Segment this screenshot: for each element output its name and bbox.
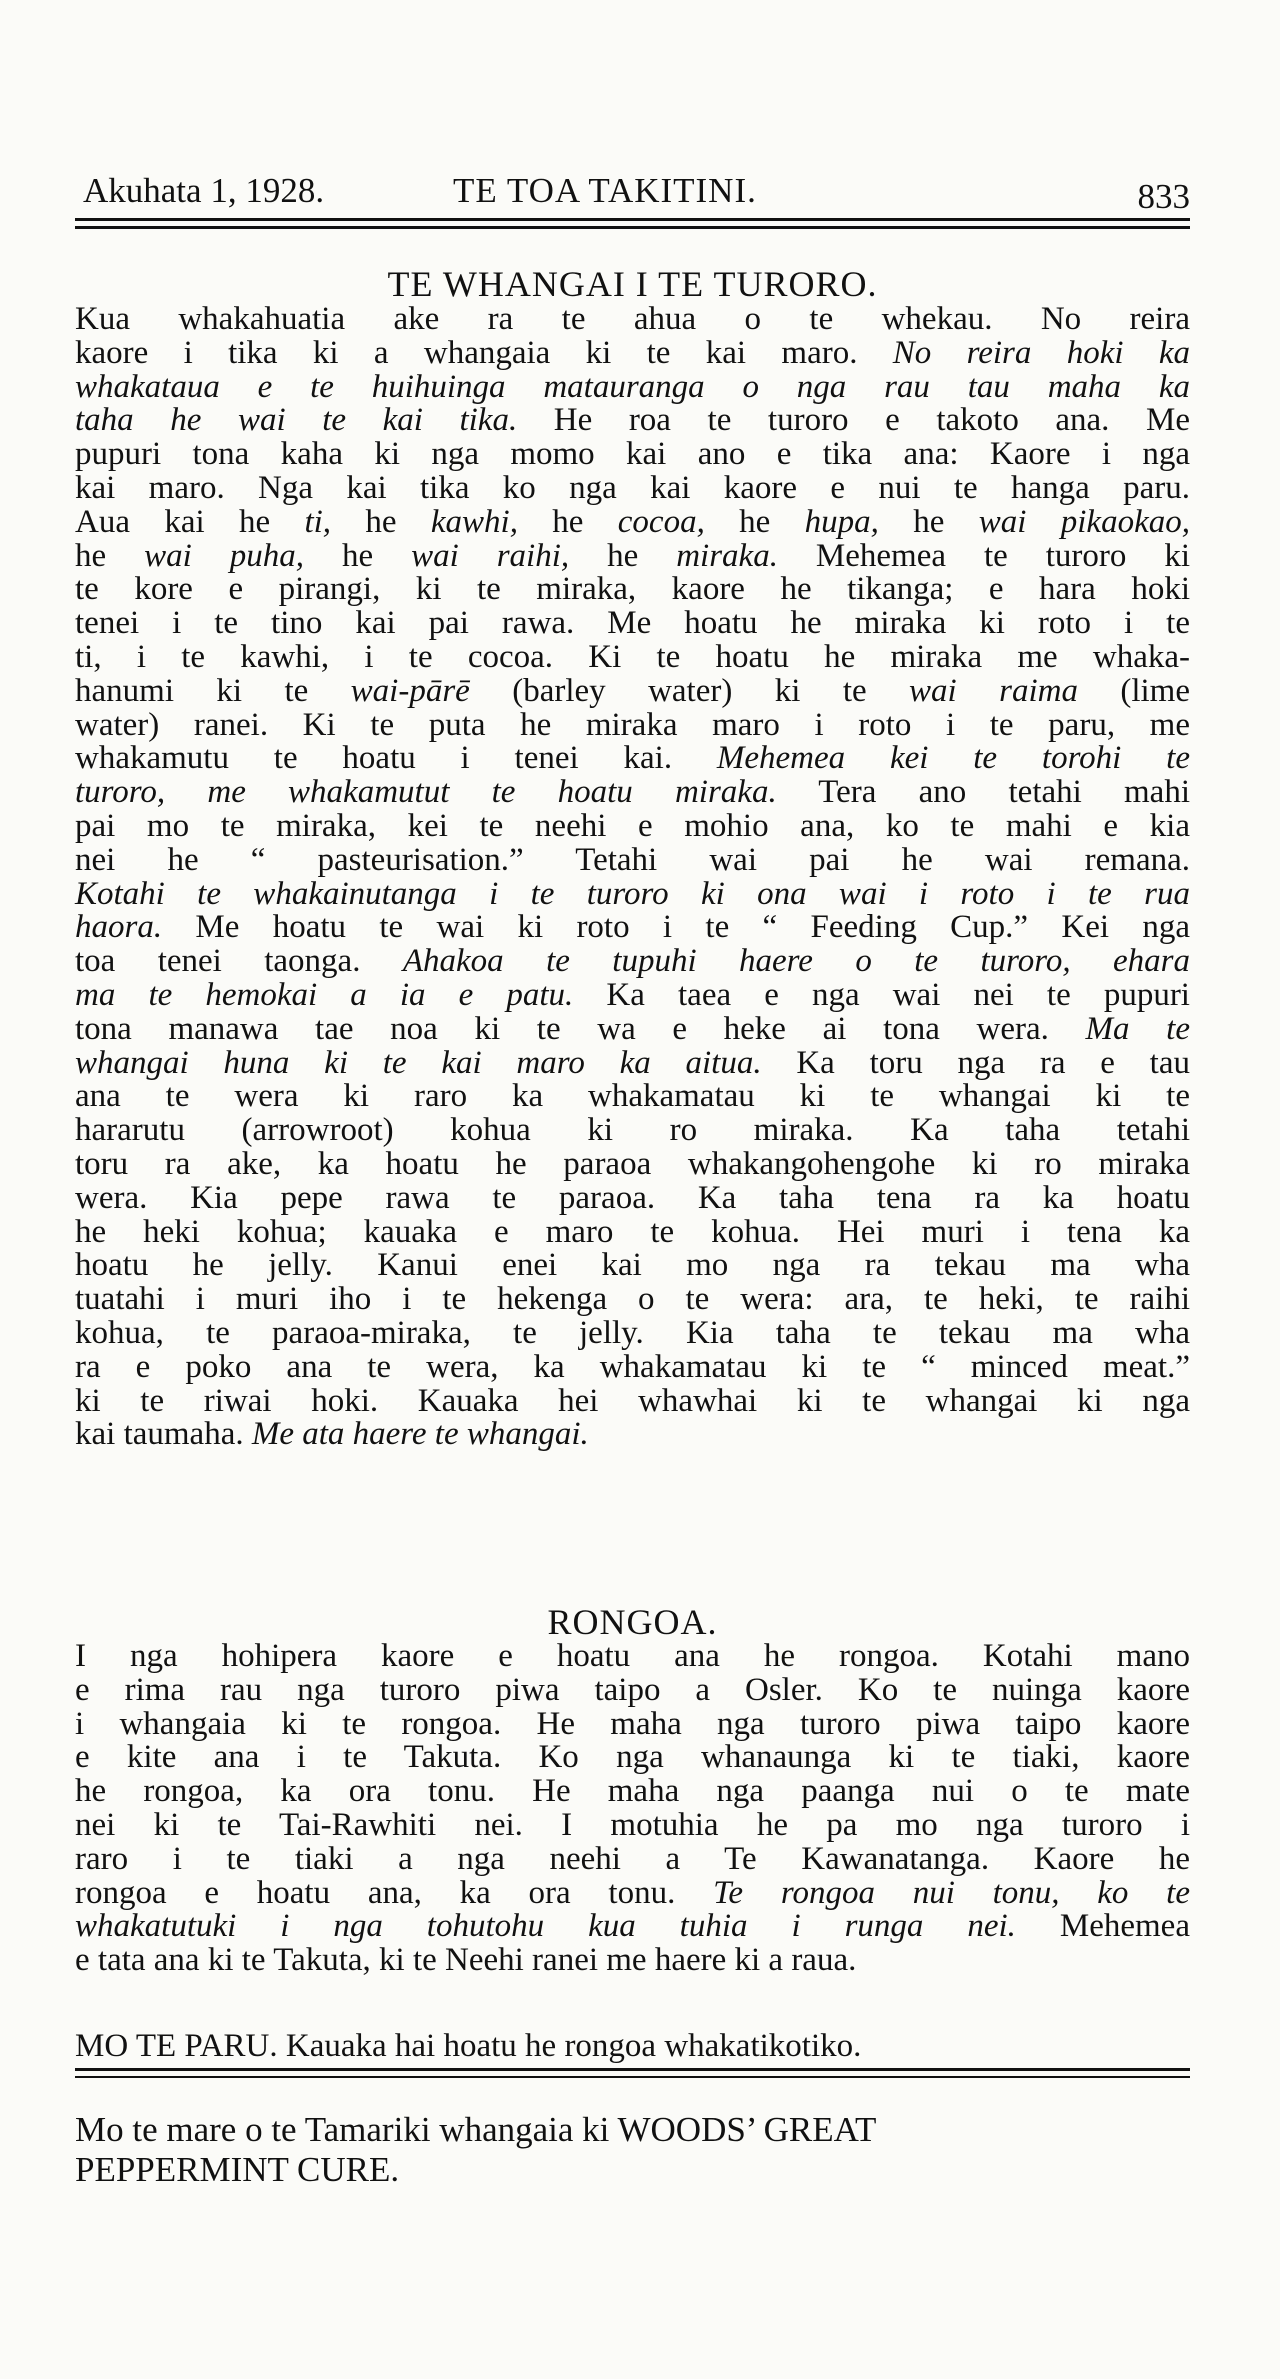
italic-text: ma te hemokai a ia e patu. <box>75 976 574 1013</box>
text-line <box>75 404 1190 438</box>
text-segment: e tata ana ki te Takuta, ki te Neehi ranei me haere ki a raua. <box>75 1942 857 1979</box>
article-title: TE WHANGAI I TE TURORO. <box>387 264 878 304</box>
text-line <box>75 303 1190 337</box>
advertisement <box>75 2110 1190 2190</box>
text-line <box>75 334 1190 371</box>
text-line <box>75 1283 1190 1317</box>
italic-text: whakataua e te huihuinga matauranga o nga rau tau maha ka <box>75 368 1190 405</box>
footer-rule-bottom <box>75 2076 1190 2078</box>
text-line <box>75 672 1190 709</box>
text-segment: tuatahi i muri iho i te hekenga o te wera: ara, te heki, te raihi <box>75 1281 1190 1318</box>
text-segment: He roa te turoro e takoto ana. Me <box>517 402 1190 439</box>
italic-text: turoro, me whakamutut te hoatu miraka. <box>75 774 777 811</box>
text-segment: Me hoatu te wai ki roto i te “ Feeding Cup.” Kei nga <box>162 909 1190 946</box>
text-line <box>75 1348 1190 1385</box>
text-segment: Ka toru nga ra e tau <box>761 1044 1190 1081</box>
text-segment: he rongoa, ka ora tonu. He maha nga paanga nui o te mate <box>75 1773 1190 1810</box>
text-segment: tenei i te tino kai pai rawa. Me hoatu he miraka ki roto i te <box>75 605 1190 642</box>
text-line <box>75 469 1190 506</box>
text-line <box>75 438 1190 472</box>
italic-text: cocoa, <box>617 503 705 540</box>
text-line <box>75 1080 1190 1114</box>
text-segment: tona manawa tae noa ki te wa e heke ai tona wera. <box>75 1010 1086 1047</box>
text-segment: water) ranei. Ki te puta he miraka maro i roto i te paru, me <box>75 706 1190 743</box>
page-number: 833 <box>1137 177 1190 216</box>
text-line <box>75 607 1190 641</box>
text-segment: pupuri tona kaha ki nga momo kai ano e tika ana: Kaore i nga <box>75 436 1190 473</box>
text-segment: hoatu he jelly. Kanui enei kai mo nga ra tekau ma wha <box>75 1247 1190 1284</box>
text-line <box>75 742 1190 776</box>
text-segment: he <box>878 503 979 540</box>
text-segment: e kite ana i te Takuta. Ko nga whanaunga ki te tiaki, kaore <box>75 1739 1190 1776</box>
text-line <box>75 841 1190 878</box>
text-line <box>75 1179 1190 1216</box>
text-line <box>75 1145 1190 1182</box>
text-segment: toru ra ake, ka hoatu he paraoa whakangohengohe ki ro miraka <box>75 1145 1190 1182</box>
rongoa-final-line: MO TE PARU. Kauaka hai hoatu he rongoa whakatikotiko. <box>75 2028 862 2064</box>
text-line <box>75 638 1190 675</box>
text-line <box>75 1840 1190 1877</box>
text-line <box>75 1741 1190 1775</box>
text-segment: I nga hohipera kaore e hoatu ana he rongoa. Kotahi mano <box>75 1638 1190 1674</box>
text-segment: hanumi ki te <box>75 672 351 709</box>
text-segment: he <box>75 537 145 574</box>
italic-text: kawhi, <box>430 503 518 540</box>
text-segment: Kua whakahuatia ake ra te ahua o te whekau. No reira <box>75 301 1190 337</box>
text-line <box>75 1775 1190 1809</box>
italic-text: wai raima <box>909 672 1078 709</box>
text-line <box>75 1910 1190 1944</box>
text-segment: ana te wera ki raro ka whakamatau ki te whangai ki te <box>75 1078 1190 1115</box>
header-rule-bottom <box>75 226 1190 229</box>
text-segment: toa tenei taonga. <box>75 943 403 980</box>
text-line <box>75 1044 1190 1081</box>
text-segment: raro i te tiaki a nga neehi a Te Kawanatanga. Kaore he <box>75 1840 1190 1877</box>
rongoa-title: RONGOA. <box>547 1602 718 1642</box>
rongoa-body <box>75 1640 1190 1978</box>
text-segment: he <box>569 537 677 574</box>
text-line <box>75 1874 1190 1911</box>
italic-text: miraka. <box>676 537 778 574</box>
text-segment: he <box>704 503 805 540</box>
italic-text: ti, <box>304 503 332 540</box>
text-line <box>75 911 1190 945</box>
italic-text: haora. <box>75 909 163 946</box>
text-segment: kai maro. Nga kai tika ko nga kai kaore e nui te hanga paru. <box>75 469 1190 506</box>
text-line <box>75 1249 1190 1283</box>
italic-text: hupa, <box>804 503 879 540</box>
text-line <box>75 1382 1190 1419</box>
text-segment: Tera ano tetahi mahi <box>776 774 1190 811</box>
text-segment: he heki kohua; kauaka e maro te kohua. Hei muri i tena ka <box>75 1213 1190 1250</box>
text-line <box>75 776 1190 810</box>
italic-text: Ahakoa te tupuhi haere o te turoro, ehara <box>402 943 1190 980</box>
text-segment: he <box>517 503 618 540</box>
italic-text: Mehemea kei te torohi te <box>716 740 1190 777</box>
italic-text: whakatutuki i nga tohutohu kua tuhia i runga nei. <box>75 1908 1016 1945</box>
text-segment: Ka taea e nga wai nei te pupuri <box>573 976 1190 1013</box>
text-segment: te kore e pirangi, ki te miraka, kaore he tikanga; e hara hoki <box>75 571 1190 608</box>
text-segment: pai mo te miraka, kei te neehi e mohio ana, ko te mahi e kia <box>75 807 1190 844</box>
italic-text: Te rongoa nui tonu, ko te <box>713 1874 1190 1911</box>
text-segment: kaore i tika ki a whangaia ki te kai maro. <box>75 334 893 371</box>
italic-text: Me ata haere te whangai. <box>251 1416 589 1453</box>
text-line <box>75 1640 1190 1674</box>
text-segment: whakamutu te hoatu i tenei kai. <box>75 740 717 777</box>
text-line <box>75 807 1190 844</box>
advertisement-line: PEPPERMINT CURE. <box>75 2150 400 2189</box>
header-date: Akuhata 1, 1928. <box>83 171 325 210</box>
text-segment: i whangaia ki te rongoa. He maha nga turoro piwa taipo kaore <box>75 1705 1190 1742</box>
italic-text: Kotahi te whakainutanga i te turoro ki ona wai i roto i te rua <box>75 875 1190 912</box>
text-segment: Aua kai he <box>75 503 305 540</box>
advertisement-line: Mo te mare o te Tamariki whangaia ki WOODS’ GREAT <box>75 2110 877 2149</box>
article-body <box>75 303 1190 1452</box>
text-segment: ra e poko ana te wera, ka whakamatau ki te “ minced meat.” <box>75 1348 1190 1385</box>
text-line <box>75 1944 1190 1978</box>
text-line <box>75 1010 1190 1047</box>
text-segment: Mehemea te turoro ki <box>777 537 1191 574</box>
text-segment: nei ki te Tai-Rawhiti nei. I motuhia he pa mo nga turoro i <box>75 1806 1190 1843</box>
text-line <box>75 706 1190 743</box>
text-line <box>75 1671 1190 1708</box>
text-segment: rongoa e hoatu ana, ka ora tonu. <box>75 1874 714 1911</box>
text-line <box>75 1806 1190 1843</box>
header-rule-top <box>75 218 1190 221</box>
text-segment: ti, i te kawhi, i te cocoa. Ki te hoatu he miraka me whaka- <box>75 638 1190 675</box>
text-segment: wera. Kia pepe rawa te paraoa. Ka taha tena ra ka hoatu <box>75 1179 1190 1216</box>
text-segment: kai taumaha. <box>75 1416 252 1453</box>
text-line <box>75 368 1190 405</box>
text-segment: he <box>331 503 431 540</box>
text-segment: kohua, te paraoa-miraka, te jelly. Kia taha te tekau ma wha <box>75 1314 1190 1351</box>
text-line <box>75 976 1190 1013</box>
text-line <box>75 503 1190 540</box>
text-line <box>75 1705 1190 1742</box>
text-line <box>75 875 1190 912</box>
footer-rule-top <box>75 2068 1190 2071</box>
text-segment: Mehemea <box>1015 1908 1190 1945</box>
italic-text: taha he wai te kai tika. <box>75 402 518 439</box>
italic-text: Ma te <box>1085 1010 1190 1047</box>
text-line <box>75 945 1190 979</box>
text-line <box>75 1114 1190 1148</box>
italic-text: wai puha, <box>144 537 304 574</box>
text-line <box>75 537 1191 574</box>
text-segment: hararutu (arrowroot) kohua ki ro miraka. Ka taha tetahi <box>75 1112 1190 1149</box>
text-segment: nei he “ pasteurisation.” Tetahi wai pai he wai remana. <box>75 841 1190 878</box>
header-title: TE TOA TAKITINI. <box>453 171 757 210</box>
italic-text: No reira hoki ka <box>892 334 1190 371</box>
text-line <box>75 1418 1190 1452</box>
italic-text: wai raihi, <box>411 537 570 574</box>
text-segment: (barley water) ki te <box>469 672 910 709</box>
italic-text: wai pikaokao, <box>978 503 1190 540</box>
text-segment: e rima rau nga turoro piwa taipo a Osler. Ko te nuinga kaore <box>75 1671 1190 1708</box>
text-segment: ki te riwai hoki. Kauaka hei whawhai ki te whangai ki nga <box>75 1382 1190 1419</box>
text-segment: (lime <box>1077 672 1190 709</box>
text-line <box>75 573 1190 607</box>
text-line <box>75 1314 1190 1351</box>
page-header <box>75 168 1190 214</box>
italic-text: whangai huna ki te kai maro ka aitua. <box>75 1044 762 1081</box>
italic-text: wai-pārē <box>350 672 470 709</box>
text-line <box>75 1213 1190 1250</box>
text-segment: he <box>304 537 412 574</box>
